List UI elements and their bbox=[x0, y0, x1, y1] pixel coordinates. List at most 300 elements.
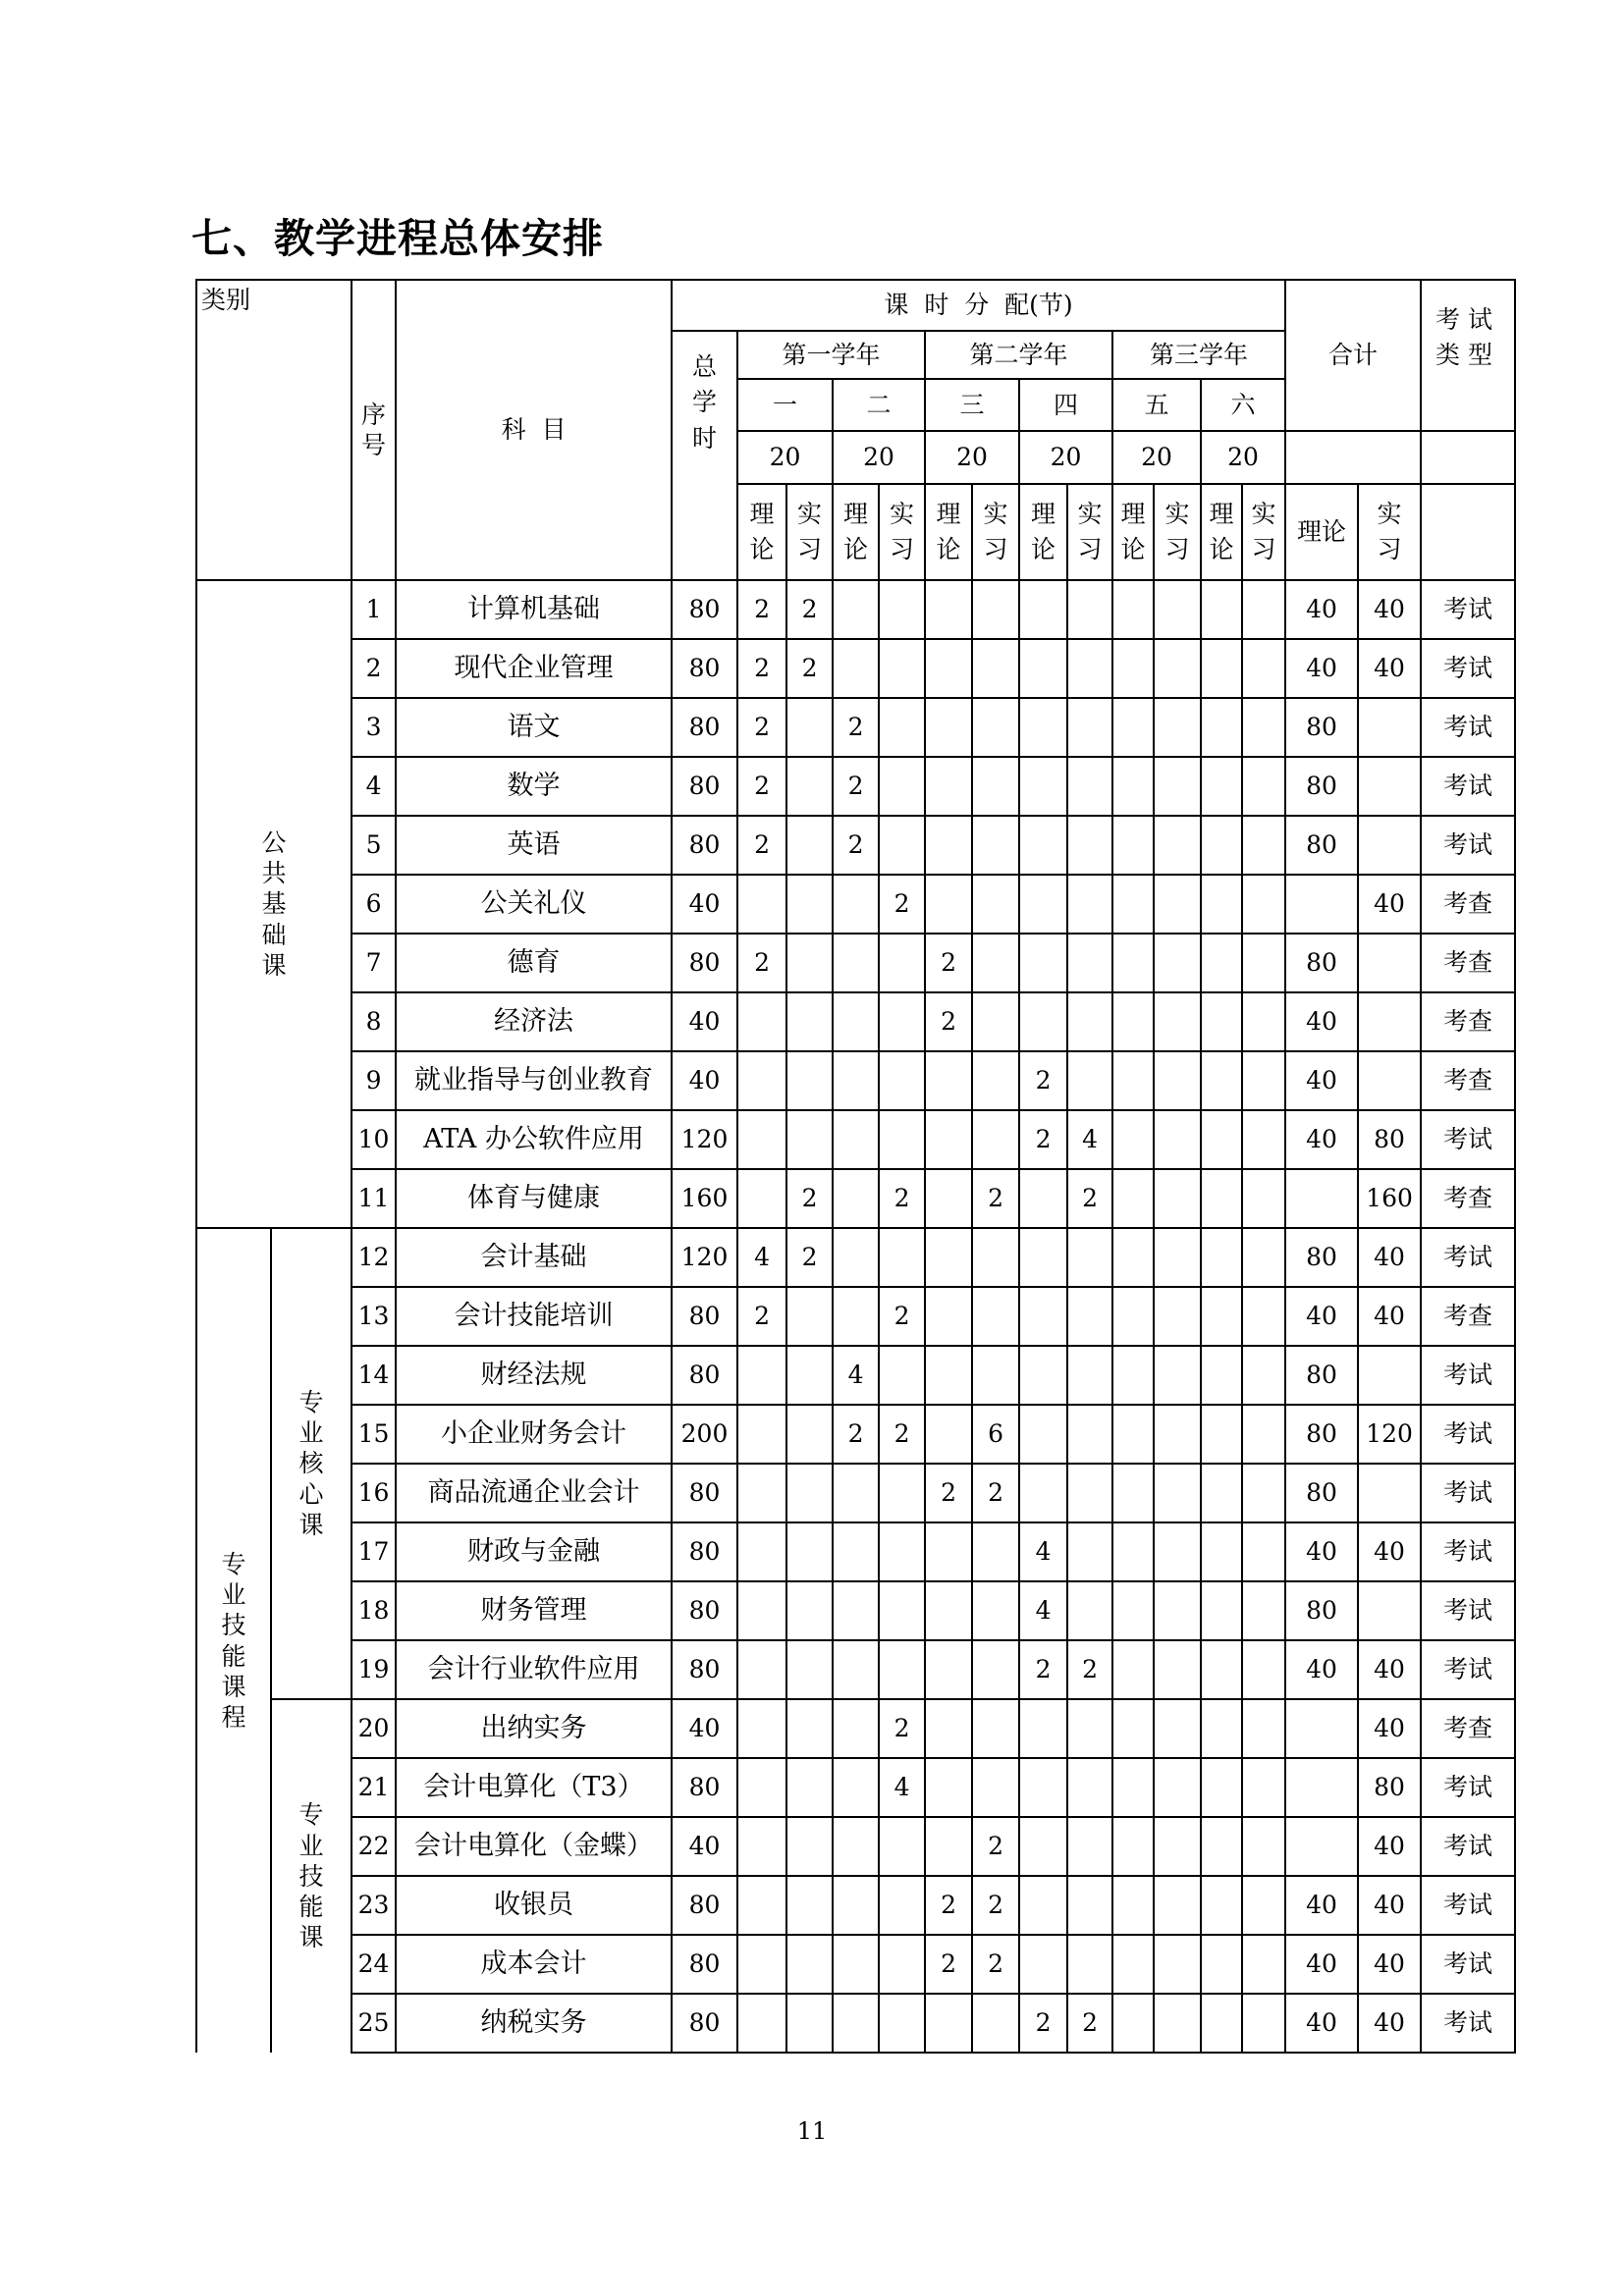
course-name: 会计电算化（T3） bbox=[396, 1758, 672, 1817]
course-name: 语文 bbox=[396, 698, 672, 757]
term-6-practice-cell bbox=[1242, 992, 1285, 1051]
term-5-practice-cell bbox=[1154, 1169, 1201, 1228]
course-seq: 15 bbox=[352, 1405, 396, 1464]
term-1-theory-cell bbox=[737, 1346, 786, 1405]
course-total-hours: 120 bbox=[672, 1228, 737, 1287]
page-title: 七、教学进程总体安排 bbox=[191, 215, 604, 262]
course-total-hours: 80 bbox=[672, 816, 737, 875]
course-seq: 17 bbox=[352, 1522, 396, 1581]
term-5-practice-cell bbox=[1154, 1228, 1201, 1287]
term-4-theory-cell: 2 bbox=[1019, 1994, 1067, 2053]
term-3-practice-cell bbox=[972, 639, 1019, 698]
seq-header: 序号 bbox=[352, 280, 396, 580]
term-1-practice: 实习 bbox=[786, 484, 833, 580]
sum-theory-cell bbox=[1285, 1817, 1358, 1876]
term-5-theory-cell bbox=[1112, 934, 1154, 992]
term-4-practice-cell bbox=[1067, 1758, 1112, 1817]
course-seq: 18 bbox=[352, 1581, 396, 1640]
term-6-theory-cell bbox=[1201, 1581, 1242, 1640]
term-6-practice-cell bbox=[1242, 1464, 1285, 1522]
course-row bbox=[196, 580, 1515, 639]
term-2-theory-cell: 2 bbox=[833, 1405, 879, 1464]
term-2-theory-cell bbox=[833, 580, 879, 639]
term-3-practice-cell bbox=[972, 580, 1019, 639]
term-5-practice-cell bbox=[1154, 1935, 1201, 1994]
term-5-theory-cell bbox=[1112, 1994, 1154, 2053]
term-4-theory-cell: 2 bbox=[1019, 1110, 1067, 1169]
term-4-practice: 实习 bbox=[1067, 484, 1112, 580]
course-total-hours: 200 bbox=[672, 1405, 737, 1464]
course-total-hours: 80 bbox=[672, 1287, 737, 1346]
term-1-practice-cell bbox=[786, 1051, 833, 1110]
course-total-hours: 40 bbox=[672, 1699, 737, 1758]
term-3-theory-cell bbox=[925, 1346, 972, 1405]
term-3-header: 三 bbox=[925, 379, 1019, 431]
exam-type-cell: 考试 bbox=[1421, 1522, 1515, 1581]
sum-practice-cell bbox=[1358, 1464, 1421, 1522]
term-1-theory: 理论 bbox=[737, 484, 786, 580]
sum-practice-cell bbox=[1358, 1581, 1421, 1640]
term-2-theory-cell bbox=[833, 1758, 879, 1817]
term-4-theory-cell: 2 bbox=[1019, 1640, 1067, 1699]
exam-type-cell: 考试 bbox=[1421, 1228, 1515, 1287]
term-1-theory-cell bbox=[737, 875, 786, 934]
sum-theory-cell: 40 bbox=[1285, 1640, 1358, 1699]
course-row bbox=[196, 1405, 1515, 1464]
term-3-theory-cell: 2 bbox=[925, 992, 972, 1051]
term-3-theory-cell bbox=[925, 1405, 972, 1464]
course-seq: 5 bbox=[352, 816, 396, 875]
term-6-practice-cell bbox=[1242, 1581, 1285, 1640]
page-number: 11 bbox=[796, 2117, 828, 2145]
course-total-hours: 40 bbox=[672, 1051, 737, 1110]
term-3-theory: 理论 bbox=[925, 484, 972, 580]
term-5-practice-cell bbox=[1154, 1876, 1201, 1935]
term-6-practice-cell bbox=[1242, 698, 1285, 757]
term-1-theory-cell bbox=[737, 1758, 786, 1817]
term-6-theory-cell bbox=[1201, 1169, 1242, 1228]
total-hours-header: 总学时 bbox=[672, 331, 737, 580]
term-1-practice-cell bbox=[786, 1522, 833, 1581]
sum-practice-cell: 40 bbox=[1358, 1994, 1421, 2053]
course-row bbox=[196, 1464, 1515, 1522]
term-2-practice-cell bbox=[879, 1228, 925, 1287]
term-3-practice-cell bbox=[972, 1994, 1019, 2053]
term-1-practice-cell bbox=[786, 934, 833, 992]
term-6-practice-cell bbox=[1242, 1169, 1285, 1228]
course-total-hours: 80 bbox=[672, 1581, 737, 1640]
term-6-theory-cell bbox=[1201, 1640, 1242, 1699]
sum-theory-cell: 80 bbox=[1285, 1464, 1358, 1522]
term-2-theory: 理论 bbox=[833, 484, 879, 580]
term-5-practice-cell bbox=[1154, 1699, 1201, 1758]
term-6-theory-cell bbox=[1201, 1758, 1242, 1817]
course-total-hours: 80 bbox=[672, 1876, 737, 1935]
course-seq: 19 bbox=[352, 1640, 396, 1699]
term-6-theory-cell bbox=[1201, 1935, 1242, 1994]
course-row bbox=[196, 639, 1515, 698]
term-6-theory-cell bbox=[1201, 1522, 1242, 1581]
exam-type-cell: 考试 bbox=[1421, 639, 1515, 698]
exam-type-cell: 考试 bbox=[1421, 1581, 1515, 1640]
term-5-header: 五 bbox=[1112, 379, 1201, 431]
sum-theory-cell: 40 bbox=[1285, 1876, 1358, 1935]
term-6-theory-cell bbox=[1201, 1994, 1242, 2053]
term-3-theory-cell: 2 bbox=[925, 1464, 972, 1522]
sum-theory-cell: 80 bbox=[1285, 1581, 1358, 1640]
term-2-practice-cell bbox=[879, 816, 925, 875]
term-1-theory-cell bbox=[737, 992, 786, 1051]
term-2-theory-cell: 4 bbox=[833, 1346, 879, 1405]
term-5-practice-cell bbox=[1154, 1994, 1201, 2053]
course-name: 数学 bbox=[396, 757, 672, 816]
term-4-practice-cell: 2 bbox=[1067, 1640, 1112, 1699]
term-6-practice-cell bbox=[1242, 934, 1285, 992]
term-5-theory-cell bbox=[1112, 757, 1154, 816]
term-5-practice-cell bbox=[1154, 1522, 1201, 1581]
course-row bbox=[196, 1346, 1515, 1405]
term-4-theory-cell bbox=[1019, 934, 1067, 992]
term-4-practice-cell bbox=[1067, 1287, 1112, 1346]
term-1-practice-cell bbox=[786, 698, 833, 757]
exam-type-cell: 考试 bbox=[1421, 1876, 1515, 1935]
course-total-hours: 160 bbox=[672, 1169, 737, 1228]
term-4-practice-cell bbox=[1067, 1346, 1112, 1405]
term-5-practice-cell bbox=[1154, 1110, 1201, 1169]
term-4-theory-cell bbox=[1019, 1464, 1067, 1522]
course-row bbox=[196, 875, 1515, 934]
course-total-hours: 80 bbox=[672, 1994, 737, 2053]
term-4-theory-cell bbox=[1019, 992, 1067, 1051]
course-row bbox=[196, 698, 1515, 757]
term-1-theory-cell bbox=[737, 1405, 786, 1464]
term-5-practice-cell bbox=[1154, 1817, 1201, 1876]
weeks-term-6: 20 bbox=[1201, 431, 1285, 484]
course-total-hours: 80 bbox=[672, 1935, 737, 1994]
term-2-practice-cell bbox=[879, 934, 925, 992]
term-3-theory-cell bbox=[925, 1994, 972, 2053]
sum-practice-cell: 40 bbox=[1358, 1935, 1421, 1994]
term-5-practice-cell bbox=[1154, 639, 1201, 698]
term-3-theory-cell bbox=[925, 1110, 972, 1169]
sum-theory-cell bbox=[1285, 1699, 1358, 1758]
term-1-practice-cell bbox=[786, 875, 833, 934]
term-1-theory-cell bbox=[737, 1110, 786, 1169]
course-seq: 6 bbox=[352, 875, 396, 934]
weeks-term-1: 20 bbox=[737, 431, 833, 484]
term-5-practice-cell bbox=[1154, 934, 1201, 992]
term-5-practice-cell bbox=[1154, 580, 1201, 639]
term-5-theory-cell bbox=[1112, 698, 1154, 757]
term-4-theory-cell: 4 bbox=[1019, 1522, 1067, 1581]
term-1-practice-cell: 2 bbox=[786, 639, 833, 698]
term-6-theory-cell bbox=[1201, 992, 1242, 1051]
term-2-practice-cell bbox=[879, 698, 925, 757]
term-5-practice-cell bbox=[1154, 757, 1201, 816]
course-name: 会计技能培训 bbox=[396, 1287, 672, 1346]
term-3-practice-cell bbox=[972, 934, 1019, 992]
term-3-theory-cell bbox=[925, 1522, 972, 1581]
term-6-practice-cell bbox=[1242, 1405, 1285, 1464]
term-2-theory-cell bbox=[833, 1994, 879, 2053]
exam-type-cell: 考试 bbox=[1421, 698, 1515, 757]
term-4-practice-cell bbox=[1067, 992, 1112, 1051]
exam-type-cell: 考试 bbox=[1421, 1346, 1515, 1405]
term-2-theory-cell bbox=[833, 992, 879, 1051]
term-5-theory-cell bbox=[1112, 1110, 1154, 1169]
term-4-theory-cell: 2 bbox=[1019, 1051, 1067, 1110]
term-4-practice-cell: 2 bbox=[1067, 1169, 1112, 1228]
teaching-plan-table bbox=[195, 279, 1516, 2054]
course-row bbox=[196, 1287, 1515, 1346]
course-row bbox=[196, 1169, 1515, 1228]
term-4-practice-cell bbox=[1067, 1699, 1112, 1758]
year-1-header: 第一学年 bbox=[737, 331, 925, 379]
sum-practice-cell: 40 bbox=[1358, 580, 1421, 639]
exam-type-cell: 考试 bbox=[1421, 1640, 1515, 1699]
term-6-theory-cell bbox=[1201, 1346, 1242, 1405]
course-row bbox=[196, 757, 1515, 816]
term-1-practice-cell bbox=[786, 1935, 833, 1994]
term-4-theory-cell bbox=[1019, 639, 1067, 698]
term-3-practice-cell bbox=[972, 875, 1019, 934]
course-row bbox=[196, 1640, 1515, 1699]
term-1-practice-cell bbox=[786, 1464, 833, 1522]
group-core-courses: 专业核心课 bbox=[271, 1228, 352, 1699]
sum-theory-cell: 80 bbox=[1285, 1228, 1358, 1287]
term-1-practice-cell bbox=[786, 992, 833, 1051]
term-5-practice-cell bbox=[1154, 698, 1201, 757]
sum-header: 合计 bbox=[1285, 280, 1421, 431]
term-4-theory-cell bbox=[1019, 1287, 1067, 1346]
term-3-practice-cell bbox=[972, 1110, 1019, 1169]
term-2-practice-cell bbox=[879, 1346, 925, 1405]
term-3-practice-cell bbox=[972, 698, 1019, 757]
sum-theory-cell: 80 bbox=[1285, 757, 1358, 816]
course-total-hours: 80 bbox=[672, 934, 737, 992]
term-3-practice-cell: 2 bbox=[972, 1169, 1019, 1228]
sum-theory-cell: 40 bbox=[1285, 1051, 1358, 1110]
term-2-practice-cell bbox=[879, 1935, 925, 1994]
exam-type-cell: 考试 bbox=[1421, 816, 1515, 875]
term-4-theory-cell bbox=[1019, 1405, 1067, 1464]
exam-type-cell: 考试 bbox=[1421, 1405, 1515, 1464]
term-1-theory-cell: 2 bbox=[737, 816, 786, 875]
term-6-practice-cell bbox=[1242, 1110, 1285, 1169]
sum-practice-cell: 40 bbox=[1358, 1522, 1421, 1581]
term-2-theory-cell: 2 bbox=[833, 816, 879, 875]
term-2-practice-cell: 2 bbox=[879, 1169, 925, 1228]
term-6-practice-cell bbox=[1242, 1699, 1285, 1758]
year-2-header: 第二学年 bbox=[925, 331, 1112, 379]
sum-practice-cell: 120 bbox=[1358, 1405, 1421, 1464]
term-2-theory-cell bbox=[833, 1169, 879, 1228]
course-seq: 22 bbox=[352, 1817, 396, 1876]
term-5-practice-cell bbox=[1154, 875, 1201, 934]
course-total-hours: 80 bbox=[672, 580, 737, 639]
term-2-theory-cell bbox=[833, 934, 879, 992]
group-professional-skills: 专业技能课程 bbox=[196, 1228, 271, 2053]
year-3-header: 第三学年 bbox=[1112, 331, 1285, 379]
term-5-practice-cell bbox=[1154, 1346, 1201, 1405]
term-2-theory-cell bbox=[833, 1817, 879, 1876]
course-seq: 25 bbox=[352, 1994, 396, 2053]
term-4-theory-cell bbox=[1019, 580, 1067, 639]
course-seq: 1 bbox=[352, 580, 396, 639]
term-5-theory-cell bbox=[1112, 816, 1154, 875]
term-5-theory-cell bbox=[1112, 1817, 1154, 1876]
term-1-practice-cell bbox=[786, 1581, 833, 1640]
course-row bbox=[196, 1935, 1515, 1994]
term-6-theory-cell bbox=[1201, 580, 1242, 639]
course-seq: 16 bbox=[352, 1464, 396, 1522]
exam-type-cell: 考试 bbox=[1421, 1994, 1515, 2053]
term-3-practice-cell bbox=[972, 816, 1019, 875]
term-4-theory-cell bbox=[1019, 1699, 1067, 1758]
term-6-theory-cell bbox=[1201, 757, 1242, 816]
term-3-practice-cell: 2 bbox=[972, 1876, 1019, 1935]
sum-theory-cell: 80 bbox=[1285, 698, 1358, 757]
term-1-header: 一 bbox=[737, 379, 833, 431]
weeks-term-5: 20 bbox=[1112, 431, 1201, 484]
term-2-practice-cell: 2 bbox=[879, 875, 925, 934]
course-total-hours: 40 bbox=[672, 992, 737, 1051]
term-1-theory-cell bbox=[737, 1522, 786, 1581]
course-name: 就业指导与创业教育 bbox=[396, 1051, 672, 1110]
sum-practice-cell bbox=[1358, 816, 1421, 875]
term-1-theory-cell: 4 bbox=[737, 1228, 786, 1287]
sum-practice-cell: 40 bbox=[1358, 1228, 1421, 1287]
term-5-theory-cell bbox=[1112, 1935, 1154, 1994]
term-2-theory-cell bbox=[833, 1110, 879, 1169]
term-5-theory-cell bbox=[1112, 1758, 1154, 1817]
sum-theory-cell: 80 bbox=[1285, 934, 1358, 992]
course-row bbox=[196, 1051, 1515, 1110]
course-name: 体育与健康 bbox=[396, 1169, 672, 1228]
course-name: 成本会计 bbox=[396, 1935, 672, 1994]
term-6-theory-cell bbox=[1201, 1876, 1242, 1935]
term-3-theory-cell: 2 bbox=[925, 934, 972, 992]
term-1-practice-cell bbox=[786, 1346, 833, 1405]
course-row bbox=[196, 1228, 1515, 1287]
course-name: 商品流通企业会计 bbox=[396, 1464, 672, 1522]
sum-practice-cell: 80 bbox=[1358, 1758, 1421, 1817]
term-1-practice-cell bbox=[786, 1876, 833, 1935]
term-2-practice-cell bbox=[879, 1817, 925, 1876]
term-4-theory-cell bbox=[1019, 698, 1067, 757]
exam-type-cell: 考查 bbox=[1421, 1169, 1515, 1228]
term-5-theory-cell bbox=[1112, 1581, 1154, 1640]
term-6-theory-cell bbox=[1201, 1405, 1242, 1464]
term-1-theory-cell: 2 bbox=[737, 639, 786, 698]
course-seq: 12 bbox=[352, 1228, 396, 1287]
term-1-theory-cell bbox=[737, 1051, 786, 1110]
term-4-practice-cell bbox=[1067, 639, 1112, 698]
term-2-practice-cell bbox=[879, 639, 925, 698]
term-3-theory-cell bbox=[925, 1169, 972, 1228]
sum-practice-cell: 160 bbox=[1358, 1169, 1421, 1228]
term-6-practice-cell bbox=[1242, 580, 1285, 639]
exam-type-cell: 考试 bbox=[1421, 1817, 1515, 1876]
exam-type-cell: 考试 bbox=[1421, 1935, 1515, 1994]
course-total-hours: 80 bbox=[672, 1522, 737, 1581]
course-name: 现代企业管理 bbox=[396, 639, 672, 698]
term-6-practice-cell bbox=[1242, 1994, 1285, 2053]
exam-type-cell: 考查 bbox=[1421, 875, 1515, 934]
term-6-theory-cell bbox=[1201, 1228, 1242, 1287]
term-6-theory-cell bbox=[1201, 1051, 1242, 1110]
term-6-theory-cell bbox=[1201, 1110, 1242, 1169]
sum-practice-cell bbox=[1358, 757, 1421, 816]
sum-blank bbox=[1285, 431, 1421, 484]
term-1-theory-cell bbox=[737, 1994, 786, 2053]
term-2-practice-cell bbox=[879, 1110, 925, 1169]
term-2-practice-cell bbox=[879, 1876, 925, 1935]
term-3-theory-cell bbox=[925, 1581, 972, 1640]
course-name: 纳税实务 bbox=[396, 1994, 672, 2053]
term-1-practice-cell: 2 bbox=[786, 580, 833, 639]
term-6-theory: 理论 bbox=[1201, 484, 1242, 580]
course-seq: 7 bbox=[352, 934, 396, 992]
term-3-practice-cell: 6 bbox=[972, 1405, 1019, 1464]
term-2-theory-cell: 2 bbox=[833, 698, 879, 757]
course-name: 计算机基础 bbox=[396, 580, 672, 639]
course-name: 财务管理 bbox=[396, 1581, 672, 1640]
term-6-practice-cell bbox=[1242, 1640, 1285, 1699]
term-2-theory-cell bbox=[833, 1935, 879, 1994]
term-5-practice-cell bbox=[1154, 1758, 1201, 1817]
term-3-theory-cell: 2 bbox=[925, 1935, 972, 1994]
term-6-practice-cell bbox=[1242, 1287, 1285, 1346]
sum-practice-cell bbox=[1358, 934, 1421, 992]
sum-practice-cell: 40 bbox=[1358, 1817, 1421, 1876]
sum-practice-cell bbox=[1358, 698, 1421, 757]
sum-practice-cell bbox=[1358, 1346, 1421, 1405]
course-name: 英语 bbox=[396, 816, 672, 875]
term-3-practice-cell bbox=[972, 1699, 1019, 1758]
term-1-practice-cell bbox=[786, 1994, 833, 2053]
term-6-theory-cell bbox=[1201, 816, 1242, 875]
sum-practice-cell: 40 bbox=[1358, 639, 1421, 698]
term-3-theory-cell bbox=[925, 757, 972, 816]
sum-practice-cell bbox=[1358, 1051, 1421, 1110]
term-1-theory-cell: 2 bbox=[737, 580, 786, 639]
term-3-practice-cell: 2 bbox=[972, 1464, 1019, 1522]
term-3-practice-cell bbox=[972, 1228, 1019, 1287]
term-4-practice-cell bbox=[1067, 1817, 1112, 1876]
term-3-practice-cell: 2 bbox=[972, 1935, 1019, 1994]
term-2-practice-cell bbox=[879, 1640, 925, 1699]
term-4-practice-cell bbox=[1067, 580, 1112, 639]
term-2-theory-cell bbox=[833, 1699, 879, 1758]
term-1-theory-cell bbox=[737, 1581, 786, 1640]
term-6-theory-cell bbox=[1201, 1287, 1242, 1346]
term-2-practice-cell bbox=[879, 992, 925, 1051]
term-2-theory-cell bbox=[833, 875, 879, 934]
term-1-theory-cell bbox=[737, 1464, 786, 1522]
group-skill-courses: 专业技能课 bbox=[271, 1699, 352, 2053]
course-row bbox=[196, 992, 1515, 1051]
term-3-practice-cell bbox=[972, 1758, 1019, 1817]
term-1-practice-cell: 2 bbox=[786, 1169, 833, 1228]
term-3-practice: 实习 bbox=[972, 484, 1019, 580]
course-row bbox=[196, 1758, 1515, 1817]
term-5-theory-cell bbox=[1112, 992, 1154, 1051]
term-5-theory-cell bbox=[1112, 1464, 1154, 1522]
term-3-theory-cell bbox=[925, 1228, 972, 1287]
weeks-term-4: 20 bbox=[1019, 431, 1112, 484]
sum-theory-cell: 80 bbox=[1285, 816, 1358, 875]
